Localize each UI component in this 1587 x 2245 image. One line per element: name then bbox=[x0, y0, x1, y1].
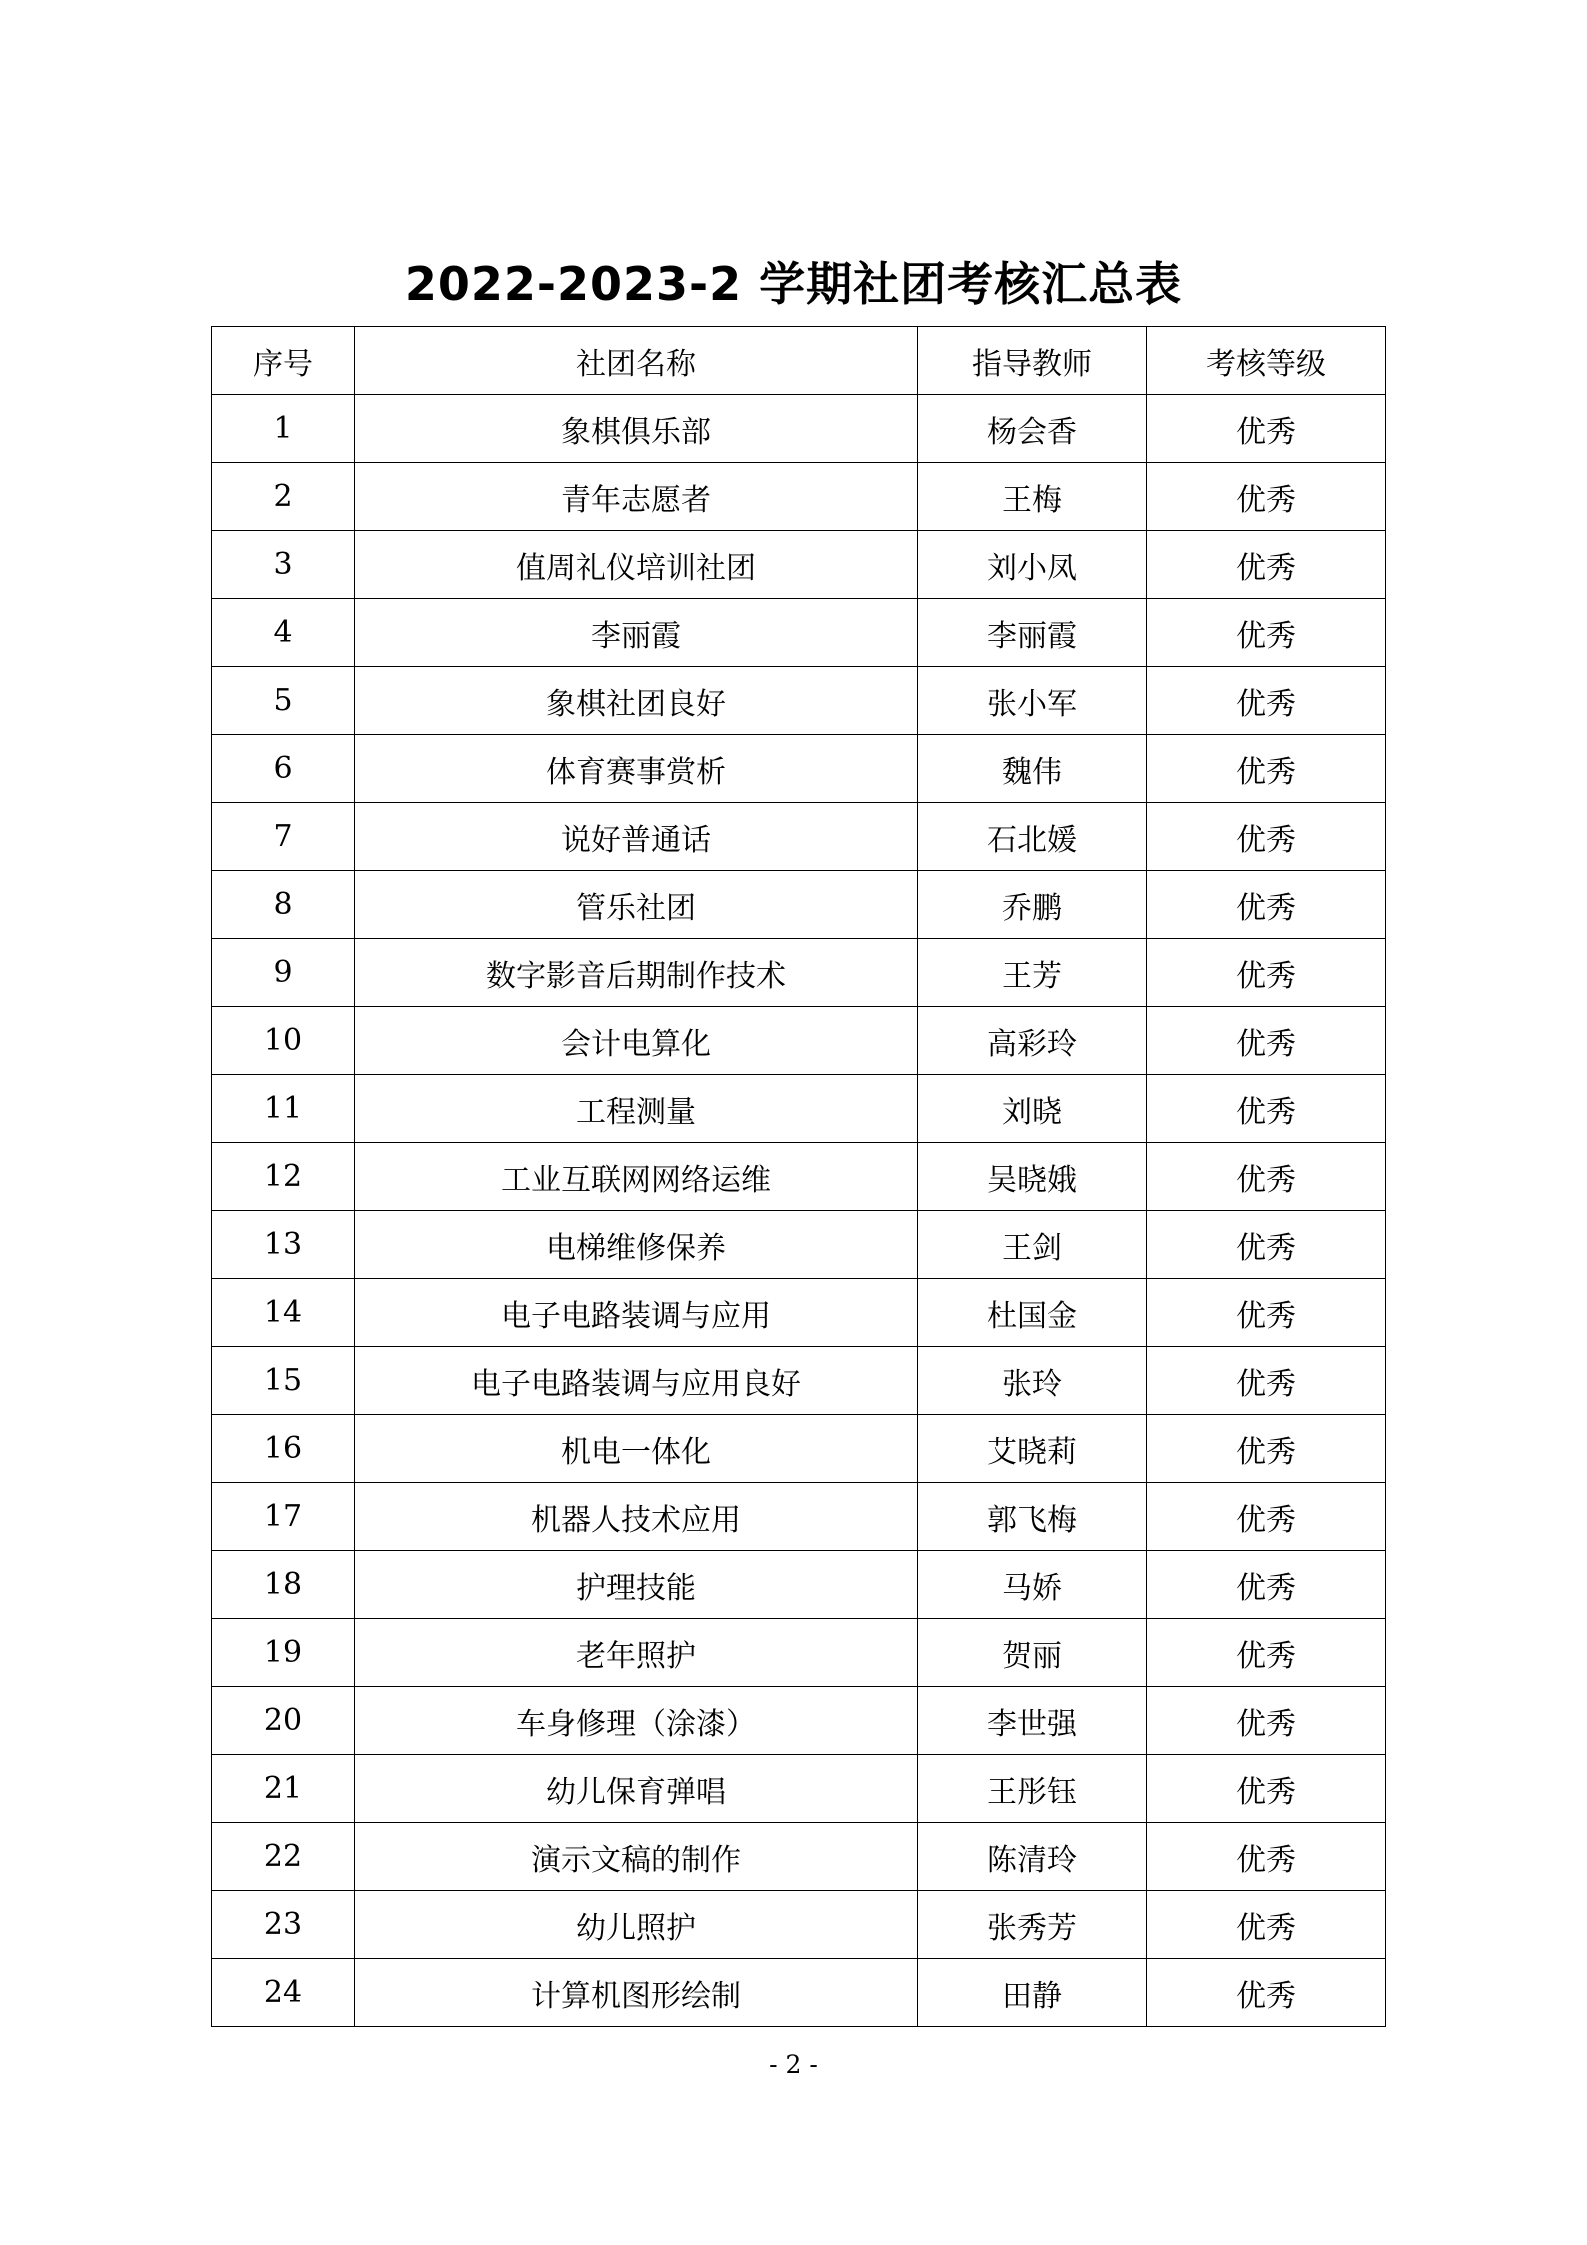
table-header-row bbox=[212, 327, 1386, 395]
cell-teacher: 刘晓 bbox=[918, 1075, 1147, 1143]
table-row bbox=[212, 1687, 1386, 1755]
cell-seq: 5 bbox=[212, 667, 355, 735]
table-row bbox=[212, 1075, 1386, 1143]
cell-grade: 优秀 bbox=[1147, 667, 1386, 735]
cell-grade: 优秀 bbox=[1147, 1891, 1386, 1959]
cell-teacher: 李世强 bbox=[918, 1687, 1147, 1755]
cell-seq: 16 bbox=[212, 1415, 355, 1483]
cell-teacher: 张玲 bbox=[918, 1347, 1147, 1415]
cell-grade: 优秀 bbox=[1147, 1211, 1386, 1279]
cell-seq: 6 bbox=[212, 735, 355, 803]
cell-seq: 24 bbox=[212, 1959, 355, 2027]
cell-grade: 优秀 bbox=[1147, 1687, 1386, 1755]
cell-teacher: 乔鹏 bbox=[918, 871, 1147, 939]
cell-seq: 20 bbox=[212, 1687, 355, 1755]
table-row bbox=[212, 735, 1386, 803]
cell-teacher: 王剑 bbox=[918, 1211, 1147, 1279]
cell-seq: 19 bbox=[212, 1619, 355, 1687]
page-number: - 2 - bbox=[769, 2050, 818, 2079]
table-row bbox=[212, 1619, 1386, 1687]
table-row bbox=[212, 803, 1386, 871]
cell-grade: 优秀 bbox=[1147, 1619, 1386, 1687]
cell-club-name: 车身修理（涂漆） bbox=[355, 1687, 918, 1755]
cell-grade: 优秀 bbox=[1147, 1007, 1386, 1075]
table-row bbox=[212, 667, 1386, 735]
cell-seq: 4 bbox=[212, 599, 355, 667]
table-row bbox=[212, 1823, 1386, 1891]
cell-seq: 11 bbox=[212, 1075, 355, 1143]
table-row bbox=[212, 939, 1386, 1007]
cell-club-name: 电梯维修保养 bbox=[355, 1211, 918, 1279]
table-row bbox=[212, 1415, 1386, 1483]
cell-grade: 优秀 bbox=[1147, 803, 1386, 871]
table-row bbox=[212, 1143, 1386, 1211]
cell-grade: 优秀 bbox=[1147, 1075, 1386, 1143]
cell-club-name: 计算机图形绘制 bbox=[355, 1959, 918, 2027]
cell-grade: 优秀 bbox=[1147, 1143, 1386, 1211]
cell-teacher: 马娇 bbox=[918, 1551, 1147, 1619]
header-seq: 序号 bbox=[212, 327, 355, 395]
table-row bbox=[212, 463, 1386, 531]
cell-club-name: 工业互联网网络运维 bbox=[355, 1143, 918, 1211]
cell-club-name: 李丽霞 bbox=[355, 599, 918, 667]
table-row bbox=[212, 599, 1386, 667]
table-row bbox=[212, 1891, 1386, 1959]
table-row bbox=[212, 1755, 1386, 1823]
cell-seq: 12 bbox=[212, 1143, 355, 1211]
cell-teacher: 杜国金 bbox=[918, 1279, 1147, 1347]
cell-teacher: 贺丽 bbox=[918, 1619, 1147, 1687]
cell-teacher: 陈清玲 bbox=[918, 1823, 1147, 1891]
cell-grade: 优秀 bbox=[1147, 1959, 1386, 2027]
cell-club-name: 数字影音后期制作技术 bbox=[355, 939, 918, 1007]
cell-seq: 17 bbox=[212, 1483, 355, 1551]
cell-club-name: 机电一体化 bbox=[355, 1415, 918, 1483]
cell-grade: 优秀 bbox=[1147, 531, 1386, 599]
cell-club-name: 值周礼仪培训社团 bbox=[355, 531, 918, 599]
cell-teacher: 田静 bbox=[918, 1959, 1147, 2027]
cell-club-name: 演示文稿的制作 bbox=[355, 1823, 918, 1891]
cell-grade: 优秀 bbox=[1147, 599, 1386, 667]
cell-club-name: 护理技能 bbox=[355, 1551, 918, 1619]
cell-seq: 13 bbox=[212, 1211, 355, 1279]
cell-seq: 18 bbox=[212, 1551, 355, 1619]
header-grade: 考核等级 bbox=[1147, 327, 1386, 395]
cell-seq: 3 bbox=[212, 531, 355, 599]
cell-club-name: 青年志愿者 bbox=[355, 463, 918, 531]
cell-grade: 优秀 bbox=[1147, 1279, 1386, 1347]
cell-teacher: 王彤钰 bbox=[918, 1755, 1147, 1823]
cell-club-name: 电子电路装调与应用 bbox=[355, 1279, 918, 1347]
cell-grade: 优秀 bbox=[1147, 463, 1386, 531]
table-row bbox=[212, 1483, 1386, 1551]
cell-teacher: 杨会香 bbox=[918, 395, 1147, 463]
table-row bbox=[212, 1279, 1386, 1347]
cell-teacher: 吴晓娥 bbox=[918, 1143, 1147, 1211]
cell-teacher: 李丽霞 bbox=[918, 599, 1147, 667]
cell-club-name: 管乐社团 bbox=[355, 871, 918, 939]
cell-seq: 10 bbox=[212, 1007, 355, 1075]
cell-club-name: 幼儿照护 bbox=[355, 1891, 918, 1959]
cell-seq: 2 bbox=[212, 463, 355, 531]
cell-grade: 优秀 bbox=[1147, 1755, 1386, 1823]
header-teacher: 指导教师 bbox=[918, 327, 1147, 395]
cell-club-name: 象棋俱乐部 bbox=[355, 395, 918, 463]
cell-club-name: 体育赛事赏析 bbox=[355, 735, 918, 803]
cell-seq: 15 bbox=[212, 1347, 355, 1415]
cell-seq: 14 bbox=[212, 1279, 355, 1347]
summary-table bbox=[211, 326, 1386, 2027]
table-row bbox=[212, 395, 1386, 463]
cell-seq: 21 bbox=[212, 1755, 355, 1823]
cell-grade: 优秀 bbox=[1147, 1347, 1386, 1415]
header-club-name: 社团名称 bbox=[355, 327, 918, 395]
cell-seq: 7 bbox=[212, 803, 355, 871]
table-row bbox=[212, 1007, 1386, 1075]
cell-grade: 优秀 bbox=[1147, 1415, 1386, 1483]
page-title: 2022-2023-2 学期社团考核汇总表 bbox=[404, 257, 1183, 311]
cell-club-name: 说好普通话 bbox=[355, 803, 918, 871]
cell-teacher: 高彩玲 bbox=[918, 1007, 1147, 1075]
cell-grade: 优秀 bbox=[1147, 1483, 1386, 1551]
table-row bbox=[212, 531, 1386, 599]
cell-grade: 优秀 bbox=[1147, 939, 1386, 1007]
cell-teacher: 艾晓莉 bbox=[918, 1415, 1147, 1483]
cell-club-name: 机器人技术应用 bbox=[355, 1483, 918, 1551]
table-row bbox=[212, 1959, 1386, 2027]
cell-teacher: 张秀芳 bbox=[918, 1891, 1147, 1959]
cell-grade: 优秀 bbox=[1147, 1823, 1386, 1891]
cell-seq: 22 bbox=[212, 1823, 355, 1891]
table-row bbox=[212, 1211, 1386, 1279]
cell-teacher: 郭飞梅 bbox=[918, 1483, 1147, 1551]
cell-teacher: 王芳 bbox=[918, 939, 1147, 1007]
cell-club-name: 幼儿保育弹唱 bbox=[355, 1755, 918, 1823]
cell-seq: 23 bbox=[212, 1891, 355, 1959]
cell-club-name: 工程测量 bbox=[355, 1075, 918, 1143]
cell-grade: 优秀 bbox=[1147, 395, 1386, 463]
cell-teacher: 张小军 bbox=[918, 667, 1147, 735]
cell-grade: 优秀 bbox=[1147, 735, 1386, 803]
cell-seq: 9 bbox=[212, 939, 355, 1007]
cell-teacher: 王梅 bbox=[918, 463, 1147, 531]
cell-grade: 优秀 bbox=[1147, 1551, 1386, 1619]
cell-grade: 优秀 bbox=[1147, 871, 1386, 939]
cell-teacher: 魏伟 bbox=[918, 735, 1147, 803]
cell-teacher: 石北媛 bbox=[918, 803, 1147, 871]
table-row bbox=[212, 871, 1386, 939]
cell-teacher: 刘小凤 bbox=[918, 531, 1147, 599]
cell-seq: 8 bbox=[212, 871, 355, 939]
cell-club-name: 电子电路装调与应用良好 bbox=[355, 1347, 918, 1415]
cell-club-name: 象棋社团良好 bbox=[355, 667, 918, 735]
cell-club-name: 会计电算化 bbox=[355, 1007, 918, 1075]
table-row bbox=[212, 1551, 1386, 1619]
table-row bbox=[212, 1347, 1386, 1415]
cell-club-name: 老年照护 bbox=[355, 1619, 918, 1687]
cell-seq: 1 bbox=[212, 395, 355, 463]
